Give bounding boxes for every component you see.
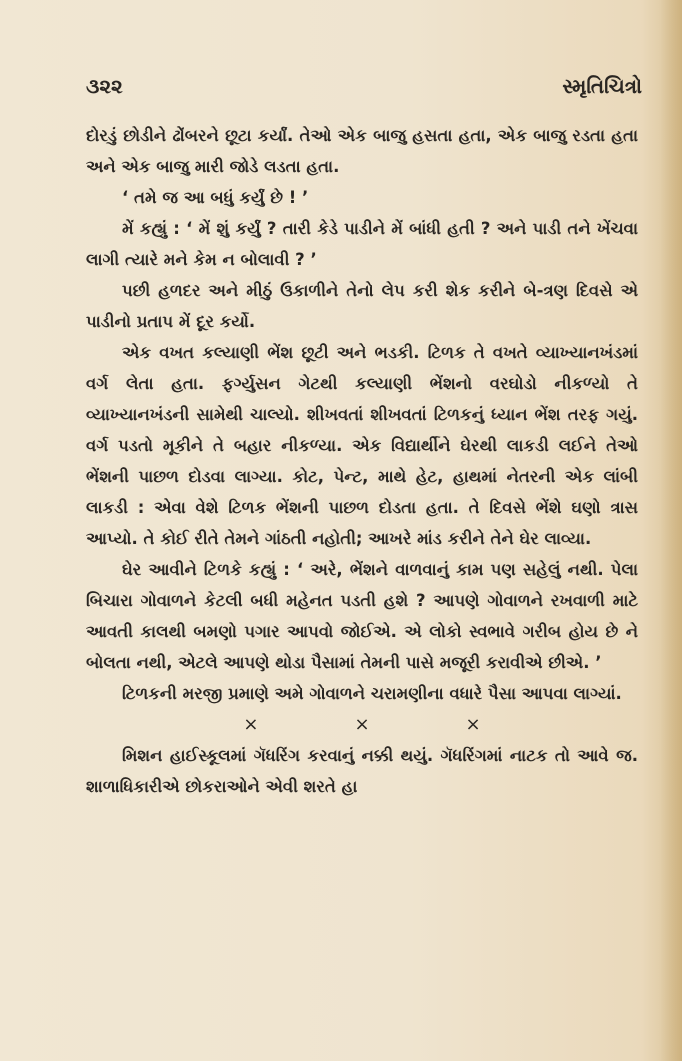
body-text [86, 120, 638, 802]
section-break-mark: × [465, 714, 481, 735]
paragraph-1: દોરડું છોડીને ઢોંબરને છૂટા કર્યાં. તેઓ એક બાજુ હસતા હતા, એક બાજુ રડતા હતા અને એક બાજુ મારી જોડે લડતા હતા. [86, 126, 638, 176]
paragraph-6: ઘેર આવીને ટિળકે કહ્યું : ‘ અરે, ભેંશને વાળવાનું કામ પણ સહેલું નથી. પેલા બિચારા ગોવાળને કેટલી બધી મહેનત પડતી હશે ? આપણે ગોવાળને રખવાળી માટે આવતી કાલથી બમણો પગાર આપવો જોઈએ. એ લોકો સ્વભાવે ગરીબ હોય છે ને બોલતા નથી, એટલે આપણે થોડા પૈસામાં તેમની પાસે મજૂરી કરાવીએ છીએ. ’ [86, 560, 638, 672]
paragraph-5: એક વખત કલ્યાણી ભેંશ છૂટી અને ભડકી. ટિળક તે વખતે વ્યાખ્યાનખંડમાં વર્ગ લેતા હતા. ફર્ગ્યુસન ગેટથી કલ્યાણી ભેંશનો વરઘોડો નીકળ્યો તે વ્યાખ્યાનખંડની સામેથી ચાલ્યો. શીખવતાં શીખવતાં ટિળકનું ધ્યાન ભેંશ તરફ ગયું. વર્ગ પડતો મૂકીને તે બહાર નીકળ્યા. એક વિદ્યાર્થીને ઘેરથી લાકડી લઈને તેઓ ભેંશની પાછળ દોડવા લાગ્યા. કોટ, પેન્ટ, માથે હેટ, હાથમાં નેતરની એક લાંબી લાકડી : એવા વેશે ટિળક ભેંશની પાછળ દોડતા હતા. તે દિવસે ભેંશે ઘણો ત્રાસ આપ્યો. તે કોઈ રીતે તેમને ગાંઠતી નહોતી; આખરે માંડ કરીને તેને ઘેર લાવ્યા. [86, 343, 638, 548]
section-break-mark: × [243, 714, 259, 735]
page-number: ૩૨૨ [86, 74, 123, 98]
paragraph-3: મેં કહ્યું : ‘ મેં શું કર્યું ? તારી કેડે પાડીને મેં બાંધી હતી ? અને પાડી તને ખેંચવા લાગી ત્યારે મને કેમ ન બોલાવી ? ’ [86, 219, 638, 269]
page-edge-shadow [660, 0, 682, 1061]
closing-paragraph: મિશન હાઈસ્કૂલમાં ગૅધરિંગ કરવાનું નક્કી થયું. ગૅધરિંગમાં નાટક તો આવે જ. શાળાધિકારીએ છોકરાઓને એવી શરતે હા [86, 746, 638, 796]
page-header [86, 74, 642, 106]
paragraph-4: પછી હળદર અને મીઠું ઉકાળીને તેનો લેપ કરી શેક કરીને બે-ત્રણ દિવસે એ પાડીનો પ્રતાપ મેં દૂર કર્યો. [86, 281, 638, 331]
paragraph-7: ટિળકની મરજી પ્રમાણે અમે ગોવાળને ચરામણીના વધારે પૈસા આપવા લાગ્યાં. [122, 684, 622, 703]
paragraph-2: ‘ તમે જ આ બધું કર્યું છે ! ’ [122, 188, 309, 207]
running-title: સ્મૃતિચિત્રો [562, 74, 642, 98]
section-break [86, 709, 638, 740]
section-break-mark: × [354, 714, 370, 735]
